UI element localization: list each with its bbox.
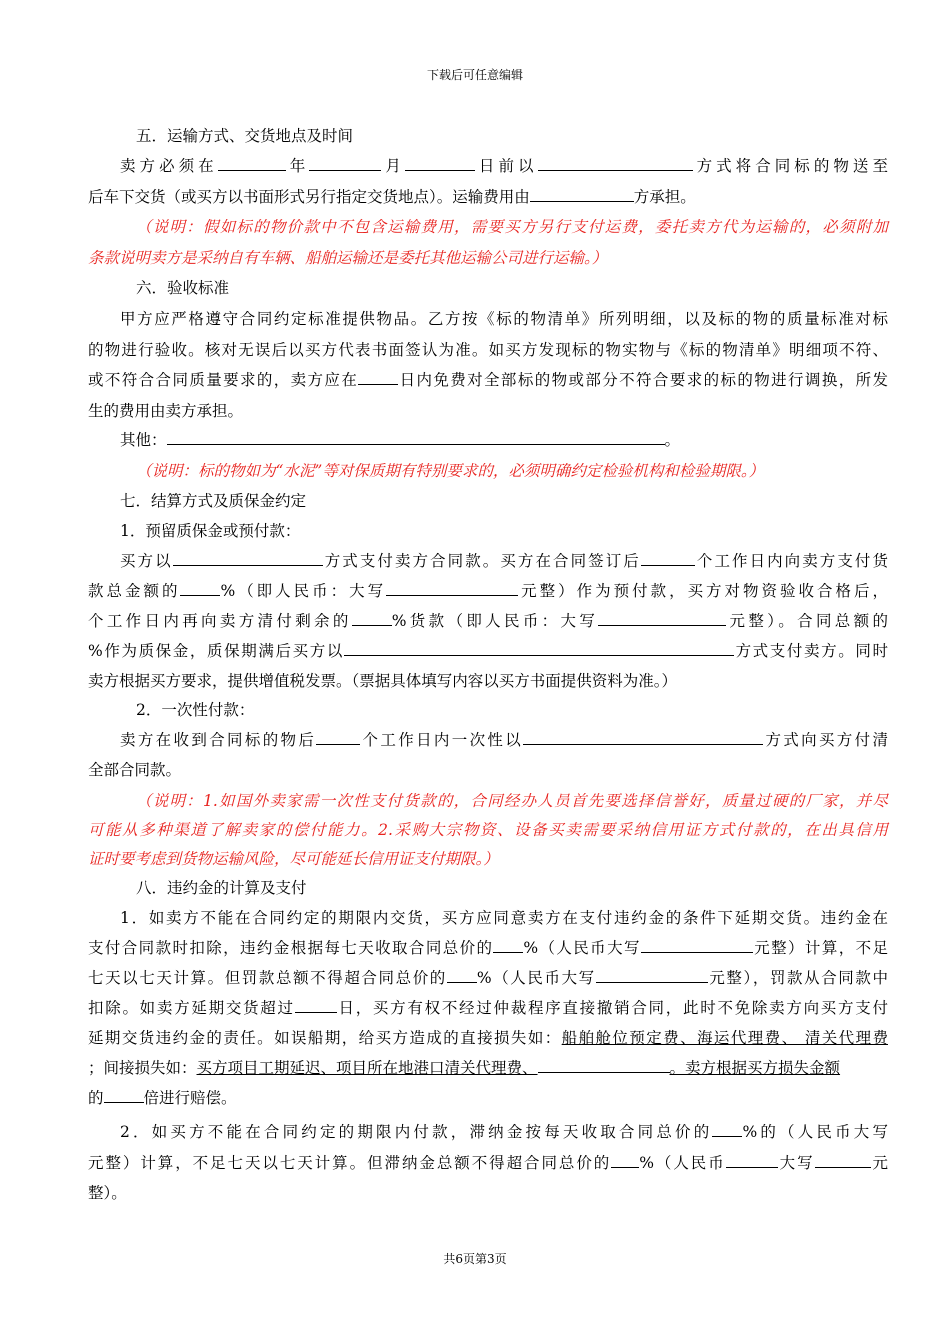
section-6-other: 其他： 。 [120,428,888,452]
section-7-note-2: 可能从多种渠道了解卖家的偿付能力。2.采购大宗物资、设备买卖需要采纳信用证方式付款的，在出具信用 [88,821,888,839]
section-7-note-3: 证时要考虑到货物运输风险，尽可能延长信用证支付期限。） [88,850,499,868]
section-8-para-4: 扣除。如卖方延期交货超过 日，买方有权不经过仲裁程序直接撤销合同，此时不免除卖方向买方支付 [88,996,888,1020]
page-footer: 共6页第3页 [443,1252,507,1266]
section-8-para-1: 1．如卖方不能在合同约定的期限内交货，买方应同意卖方在支付违约金的条件下延期交货。违约金在 [120,909,888,927]
section-5-title: 五．运输方式、交货地点及时间 [136,127,354,145]
section-8-para-2: 支付合同款时扣除，违约金根据每七天收取合同总价的 %（人民币大写 元整）计算，不足 [88,936,888,960]
section-8-para-3: 七天以七天计算。但罚款总额不得超合同总价的 %（人民币大写 元整），罚款从合同款中 [88,966,888,990]
page-header: 下载后可任意编辑 [426,68,523,82]
section-6-line-1: 甲方应严格遵守合同约定标准提供物品。乙方按《标的物清单》所列明细，以及标的物的质量标准对标 [120,310,888,328]
section-5-line-1: 卖方必须在 年 月 日前以 方式将合同标的物送至 [120,154,888,178]
section-8-para-5: 延期交货违约金的责任。如误船期，给买方造成的直接损失如：船舶舱位预定费、海运代理费、 清关代理费 [88,1029,888,1047]
section-6-line-4: 生的费用由卖方承担。 [88,402,244,420]
section-8-para-6: ；间接损失如：买方项目工期延迟、项目所在地港口清关代理费、 。卖方根据买方损失金额 [88,1056,888,1080]
section-6-line-2: 的物进行验收。核对无误后以买方代表书面签认为准。如买方发现标的物实物与《标的物清单》明细项不符、 [88,341,888,359]
section-8-title: 八．违约金的计算及支付 [136,879,307,897]
section-7-sub-1: 1．预留质保金或预付款： [120,522,301,540]
section-6-title: 六．验收标准 [136,279,230,297]
section-7-para-1: 买方以 方式支付卖方合同款。买方在合同签订后 个工作日内向卖方支付货 [120,549,888,573]
section-5-note-2: 条款说明卖方是采纳自有车辆、船舶运输还是委托其他运输公司进行运输。） [88,249,608,267]
section-6-note: （说明：标的物如为“水泥”等对保质期有特别要求的，必须明确约定检验机构和检验期限。） [136,462,765,480]
section-7-pay-1: 卖方在收到合同标的物后 个工作日内一次性以 方式向买方付清 [120,728,888,752]
section-7-pay-2: 全部合同款。 [88,761,182,779]
section-7-sub-2: 2．一次性付款： [136,701,255,719]
section-7-para-3: 个工作日内再向卖方清付剩余的 %货款（即人民币：大写 元整）。合同总额的 [88,609,888,633]
section-7-note-1: （说明：1.如国外卖家需一次性支付货款的，合同经办人员首先要选择信誉好，质量过硬的厂家，并尽 [136,792,888,810]
section-7-title: 七．结算方式及质保金约定 [120,492,307,510]
section-8-para-7: 的 倍进行赔偿。 [88,1086,888,1110]
section-5-line-2: 后车下交货（或买方以书面形式另行指定交货地点）。运输费用由 方承担。 [88,185,888,209]
section-8-para-10: 整）。 [88,1184,127,1202]
section-7-para-4: %作为质保金，质保期满后买方以 方式支付卖方。同时 [88,639,888,663]
section-6-line-3: 或不符合合同质量要求的，卖方应在 日内免费对全部标的物或部分不符合要求的标的物进行调换，所发 [88,368,888,392]
section-7-para-5: 卖方根据买方要求，提供增值税发票。（票据具体填写内容以买方书面提供资料为准。） [88,672,678,690]
section-8-para-8: 2．如买方不能在合同约定的期限内付款，滞纳金按每天收取合同总价的 %的（人民币大写 [120,1120,888,1144]
section-8-para-9: 元整）计算，不足七天以七天计算。但滞纳金总额不得超合同总价的 %（人民币 大写 元 [88,1151,888,1175]
section-7-para-2: 款总金额的 %（即人民币：大写 元整）作为预付款，买方对物资验收合格后， [88,579,888,603]
section-5-note-1: （说明：假如标的物价款中不包含运输费用，需要买方另行支付运费，委托卖方代为运输的，必须附加 [136,218,888,236]
